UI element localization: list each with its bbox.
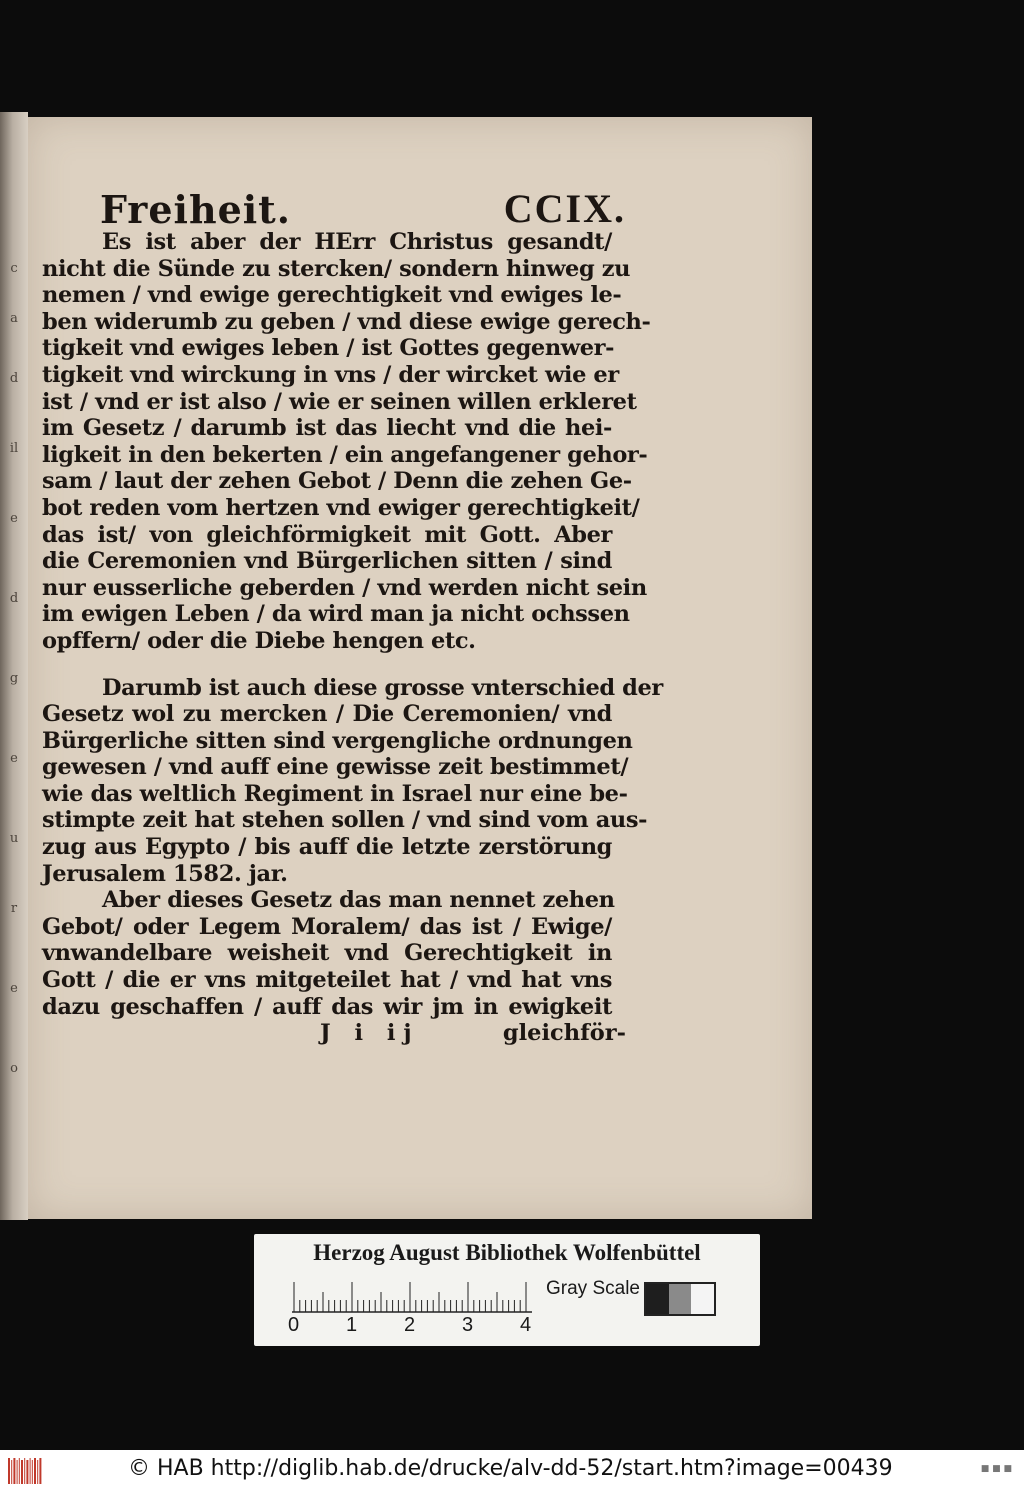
logo-bar (32, 1460, 33, 1484)
edge-glyph: il (9, 441, 19, 456)
logo-bar (30, 1458, 31, 1484)
edge-glyph: g (9, 671, 19, 686)
text-line: Aber dieses Gesetz das man nennet zehen (102, 887, 615, 914)
text-line: nemen / vnd ewige gerechtigkeit vnd ewiges le- (42, 282, 622, 309)
text-line: ist / vnd er ist also / wie er seinen willen erkleret (42, 388, 637, 415)
swatch-dark (646, 1284, 669, 1314)
text-line: sam / laut der zehen Gebot / Denn die zehen Ge- (42, 468, 632, 495)
text-line: das ist/ von gleichförmigkeit mit Gott. Aber (42, 521, 612, 548)
logo-bar (24, 1458, 25, 1484)
text-line: Jerusalem 1582. jar. (42, 860, 288, 887)
edge-glyph: d (9, 371, 19, 386)
text-line: vnwandelbare weisheit vnd Gerechtigkeit in (42, 940, 612, 967)
footer-bar (0, 1450, 1024, 1491)
logo-bar (39, 1458, 41, 1484)
swatch-light (691, 1284, 714, 1314)
text-line: Gesetz wol zu mercken / Die Ceremonien/ vnd (42, 701, 612, 728)
book-page (28, 117, 812, 1219)
swatch-mid (669, 1284, 692, 1314)
text-line: zug aus Egypto / bis auff die letzte zerstörung (42, 834, 612, 861)
edge-glyph: o (10, 1061, 18, 1076)
text-line: nur eusserliche geberden / vnd werden nicht sein (42, 574, 647, 601)
logo-bar (21, 1460, 23, 1484)
text-line: dazu geschaffen / auff das wir jm in ewigkeit (42, 993, 612, 1020)
logo-bar (11, 1460, 12, 1484)
logo-bar (34, 1458, 36, 1484)
edge-glyph: a (10, 311, 18, 326)
text-line: Es ist aber der HErr Christus gesandt/ (102, 229, 612, 255)
logo-bar (37, 1460, 38, 1484)
edge-glyph: e (10, 981, 18, 996)
scale-ruler-card (254, 1234, 760, 1346)
text-line: wie das weltlich Regiment in Israel nur eine be- (42, 780, 628, 807)
text-line: ben widerumb zu geben / vnd diese ewige gerech- (42, 308, 651, 335)
text-line: im Gesetz / darumb ist das liecht vnd die hei- (42, 415, 612, 442)
edge-glyph: d (9, 591, 19, 606)
text-line: Bürgerliche sitten sind vergengliche ordnungen (42, 727, 633, 754)
copyright-credit: © HAB http://diglib.hab.de/drucke/alv-dd-52/start.htm?image=00439 (128, 1456, 893, 1481)
adjacent-page-edge (0, 112, 28, 1220)
text-line: bot reden vom hertzen vnd ewiger gerechtigkeit/ (42, 494, 640, 521)
logo-bar (26, 1460, 28, 1484)
text-line: Darumb ist auch diese grosse vnterschied der (102, 674, 663, 701)
signature-mark: J i ij (320, 1020, 420, 1047)
scale-number: 3 (462, 1314, 474, 1336)
text-line: nicht die Sünde zu stercken/ sondern hinweg zu (42, 255, 631, 282)
hab-barcode-logo-icon (8, 1458, 48, 1484)
scale-number: 0 (288, 1314, 300, 1336)
text-line: gewesen / vnd auff eine gewisse zeit bestimmet/ (42, 754, 629, 781)
library-title: Herzog August Bibliothek Wolfenbüttel (313, 1240, 701, 1265)
text-line: im ewigen Leben / da wird man ja nicht ochssen (42, 601, 630, 628)
paragraph-1 (42, 229, 651, 655)
corner-mark: ■ ■ ■ (980, 1464, 1012, 1474)
page-header (42, 177, 626, 232)
edge-glyph: e (10, 751, 18, 766)
gray-scale-swatches (644, 1282, 716, 1316)
edge-glyph: r (10, 901, 18, 916)
logo-bar (19, 1458, 20, 1484)
text-line: stimpte zeit hat stehen sollen / vnd sind vom aus- (42, 807, 648, 834)
text-line: ligkeit in den bekerten / ein angefangener gehor- (42, 441, 648, 468)
logo-bar (13, 1458, 15, 1484)
text-line: Gott / die er vns mitgeteilet hat / vnd hat vns (42, 967, 612, 994)
scale-number: 1 (346, 1314, 358, 1336)
edge-glyph: e (10, 511, 18, 526)
paragraph-gap (42, 655, 612, 675)
page-text-block (42, 177, 663, 1048)
text-line: die Ceremonien vnd Bürgerlichen sitten / sind (42, 548, 612, 575)
scale-number: 4 (520, 1314, 532, 1336)
running-head: Freiheit. (100, 187, 291, 232)
signature-catchword-line (42, 1020, 626, 1048)
edge-glyph: u (9, 831, 19, 846)
gray-scale-label: Gray Scale (546, 1278, 640, 1299)
folio-number: CCIX. (503, 186, 626, 231)
logo-bar (8, 1458, 10, 1484)
text-line: Gebot/ oder Legem Moralem/ das ist / Ewige/ (42, 913, 612, 940)
centimeter-scale (292, 1278, 532, 1314)
logo-bar (17, 1460, 18, 1484)
text-line: tigkeit vnd wirckung in vns / der wircket wie er (42, 361, 619, 388)
edge-glyph: c (10, 261, 18, 276)
catchword: gleichför- (502, 1020, 626, 1047)
paragraph-2 (42, 674, 663, 888)
scale-number: 2 (404, 1314, 416, 1336)
paragraph-3 (42, 887, 615, 1020)
text-line: opffern/ oder die Diebe hengen etc. (42, 627, 476, 654)
text-line: tigkeit vnd ewiges leben / ist Gottes gegenwer- (42, 335, 615, 362)
